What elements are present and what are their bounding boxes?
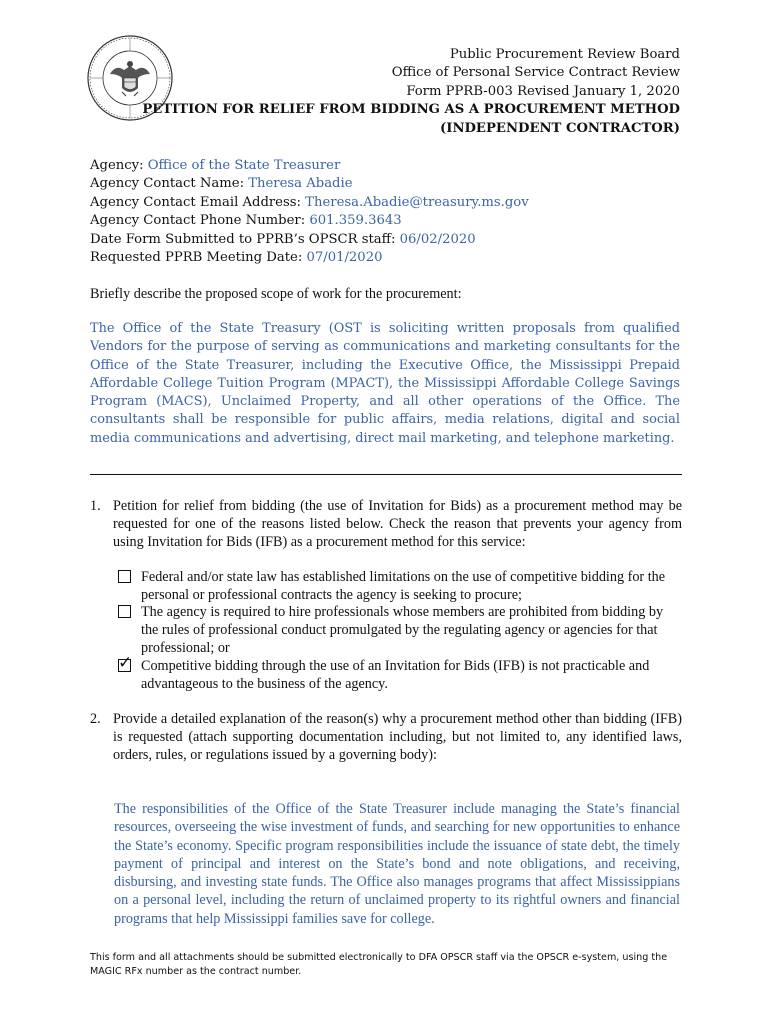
scope-text: The Office of the State Treasury (OST is soliciting written proposals from qualified Vendors for the purpose of serving as communications and marketing consultants for the Office of the State Treasurer, including the Executive Office, the Mississippi Prepaid Affordable College Tuition Program (MPACT), the Mississippi Affordable College Savings Program (MACS), Unclaimed Property, and all other operations of the Office. The consultants shall be responsible for public affairs, media relations, digital and social media communications and advertising, direct mail marketing, and telephone marketing. [90,321,680,446]
contact-phone-value: 601.359.3643 [309,213,402,229]
question-2-answer: The responsibilities of the Office of the State Treasurer include managing the State’s financial resources, overseeing the wise investment of funds, and searching for new opportunities to enhance the State’s economy. Specific program responsibilities include the issuance of state debt, the timely payment of principal and interest on the State’s bond and note obligations, and receiving, disbursing, and investing state funds. The Office also manages programs that affect Mississippians on a personal level, including the return of unclaimed property to its rightful owners and financial programs that help Mississippi families save for college. [114,801,680,927]
option-label: Competitive bidding through the use of an Invitation for Bids (IFB) is not practicable and advantageous to the business of the agency. [141,658,650,693]
meeting-date-label: Requested PPRB Meeting Date: [90,250,307,266]
meeting-date-row [90,249,529,267]
question-2-number: 2. [90,711,101,727]
checkmark-icon: ✓ [118,653,133,672]
agency-info [90,157,529,267]
contact-phone-row [90,212,529,230]
question-1-number: 1. [90,498,101,514]
question-1 [90,497,682,552]
option-label: Federal and/or state law has established limitations on the use of competitive bidding for the personal or professional contracts the agency is seeking to procure; [141,569,666,604]
option-professional-conduct [118,603,682,658]
checkbox-federal-state-law[interactable] [118,570,131,583]
divider [90,474,682,475]
contact-email-value: Theresa.Abadie@treasury.ms.gov [305,194,529,210]
checkbox-professional-conduct[interactable] [118,605,131,618]
contact-email-row [90,194,529,212]
submitted-date-label: Date Form Submitted to PPRB’s OPSCR staff: [90,231,400,247]
contact-name-row [90,175,529,193]
scope-label: Briefly describe the proposed scope of work for the procurement: [90,286,462,302]
footer-note: This form and all attachments should be submitted electronically to DFA OPSCR staff via the OPSCR e-system, using the MAGIC RFx number as the contract number. [90,952,668,977]
contact-email-label: Agency Contact Email Address: [90,194,306,210]
option-federal-state-law [118,568,682,604]
form-subtitle: (INDEPENDENT CONTRACTOR) [440,120,680,136]
question-1-text: Petition for relief from bidding (the use of Invitation for Bids) as a procurement method may be requested for one of the reasons listed below. Check the reason that prevents your agency from using Invitation for Bids (IFB) as a procurement method for this service: [113,498,682,551]
option-not-practicable [118,653,682,693]
contact-name-value: Theresa Abadie [248,176,353,192]
agency-label: Agency: [90,158,148,173]
office-name: Office of Personal Service Contract Review [391,65,680,81]
option-label: The agency is required to hire professionals whose members are prohibited from bidding by the rules of professional conduct promulgated by the regulating agency or agencies for that professional; or [141,604,664,657]
submitted-date-row [90,231,529,249]
question-2 [90,710,682,765]
agency-row [90,157,529,175]
agency-value: Office of the State Treasurer [147,158,341,173]
form-header [142,46,680,138]
board-name: Public Procurement Review Board [449,47,680,62]
contact-phone-label: Agency Contact Phone Number: [90,213,310,229]
contact-name-label: Agency Contact Name: [90,176,249,192]
submitted-date-value: 06/02/2020 [399,231,476,247]
form-number: Form PPRB-003 Revised January 1, 2020 [406,83,680,99]
meeting-date-value: 07/01/2020 [306,250,383,266]
form-title: PETITION FOR RELIEF FROM BIDDING AS A PROCUREMENT METHOD [142,102,680,118]
question-2-text: Provide a detailed explanation of the reason(s) why a procurement method other than bidding (IFB) is requested (attach supporting documentation including, but not limited to, any identified laws, orders, rules, or regulations issued by a governing body): [113,711,682,764]
